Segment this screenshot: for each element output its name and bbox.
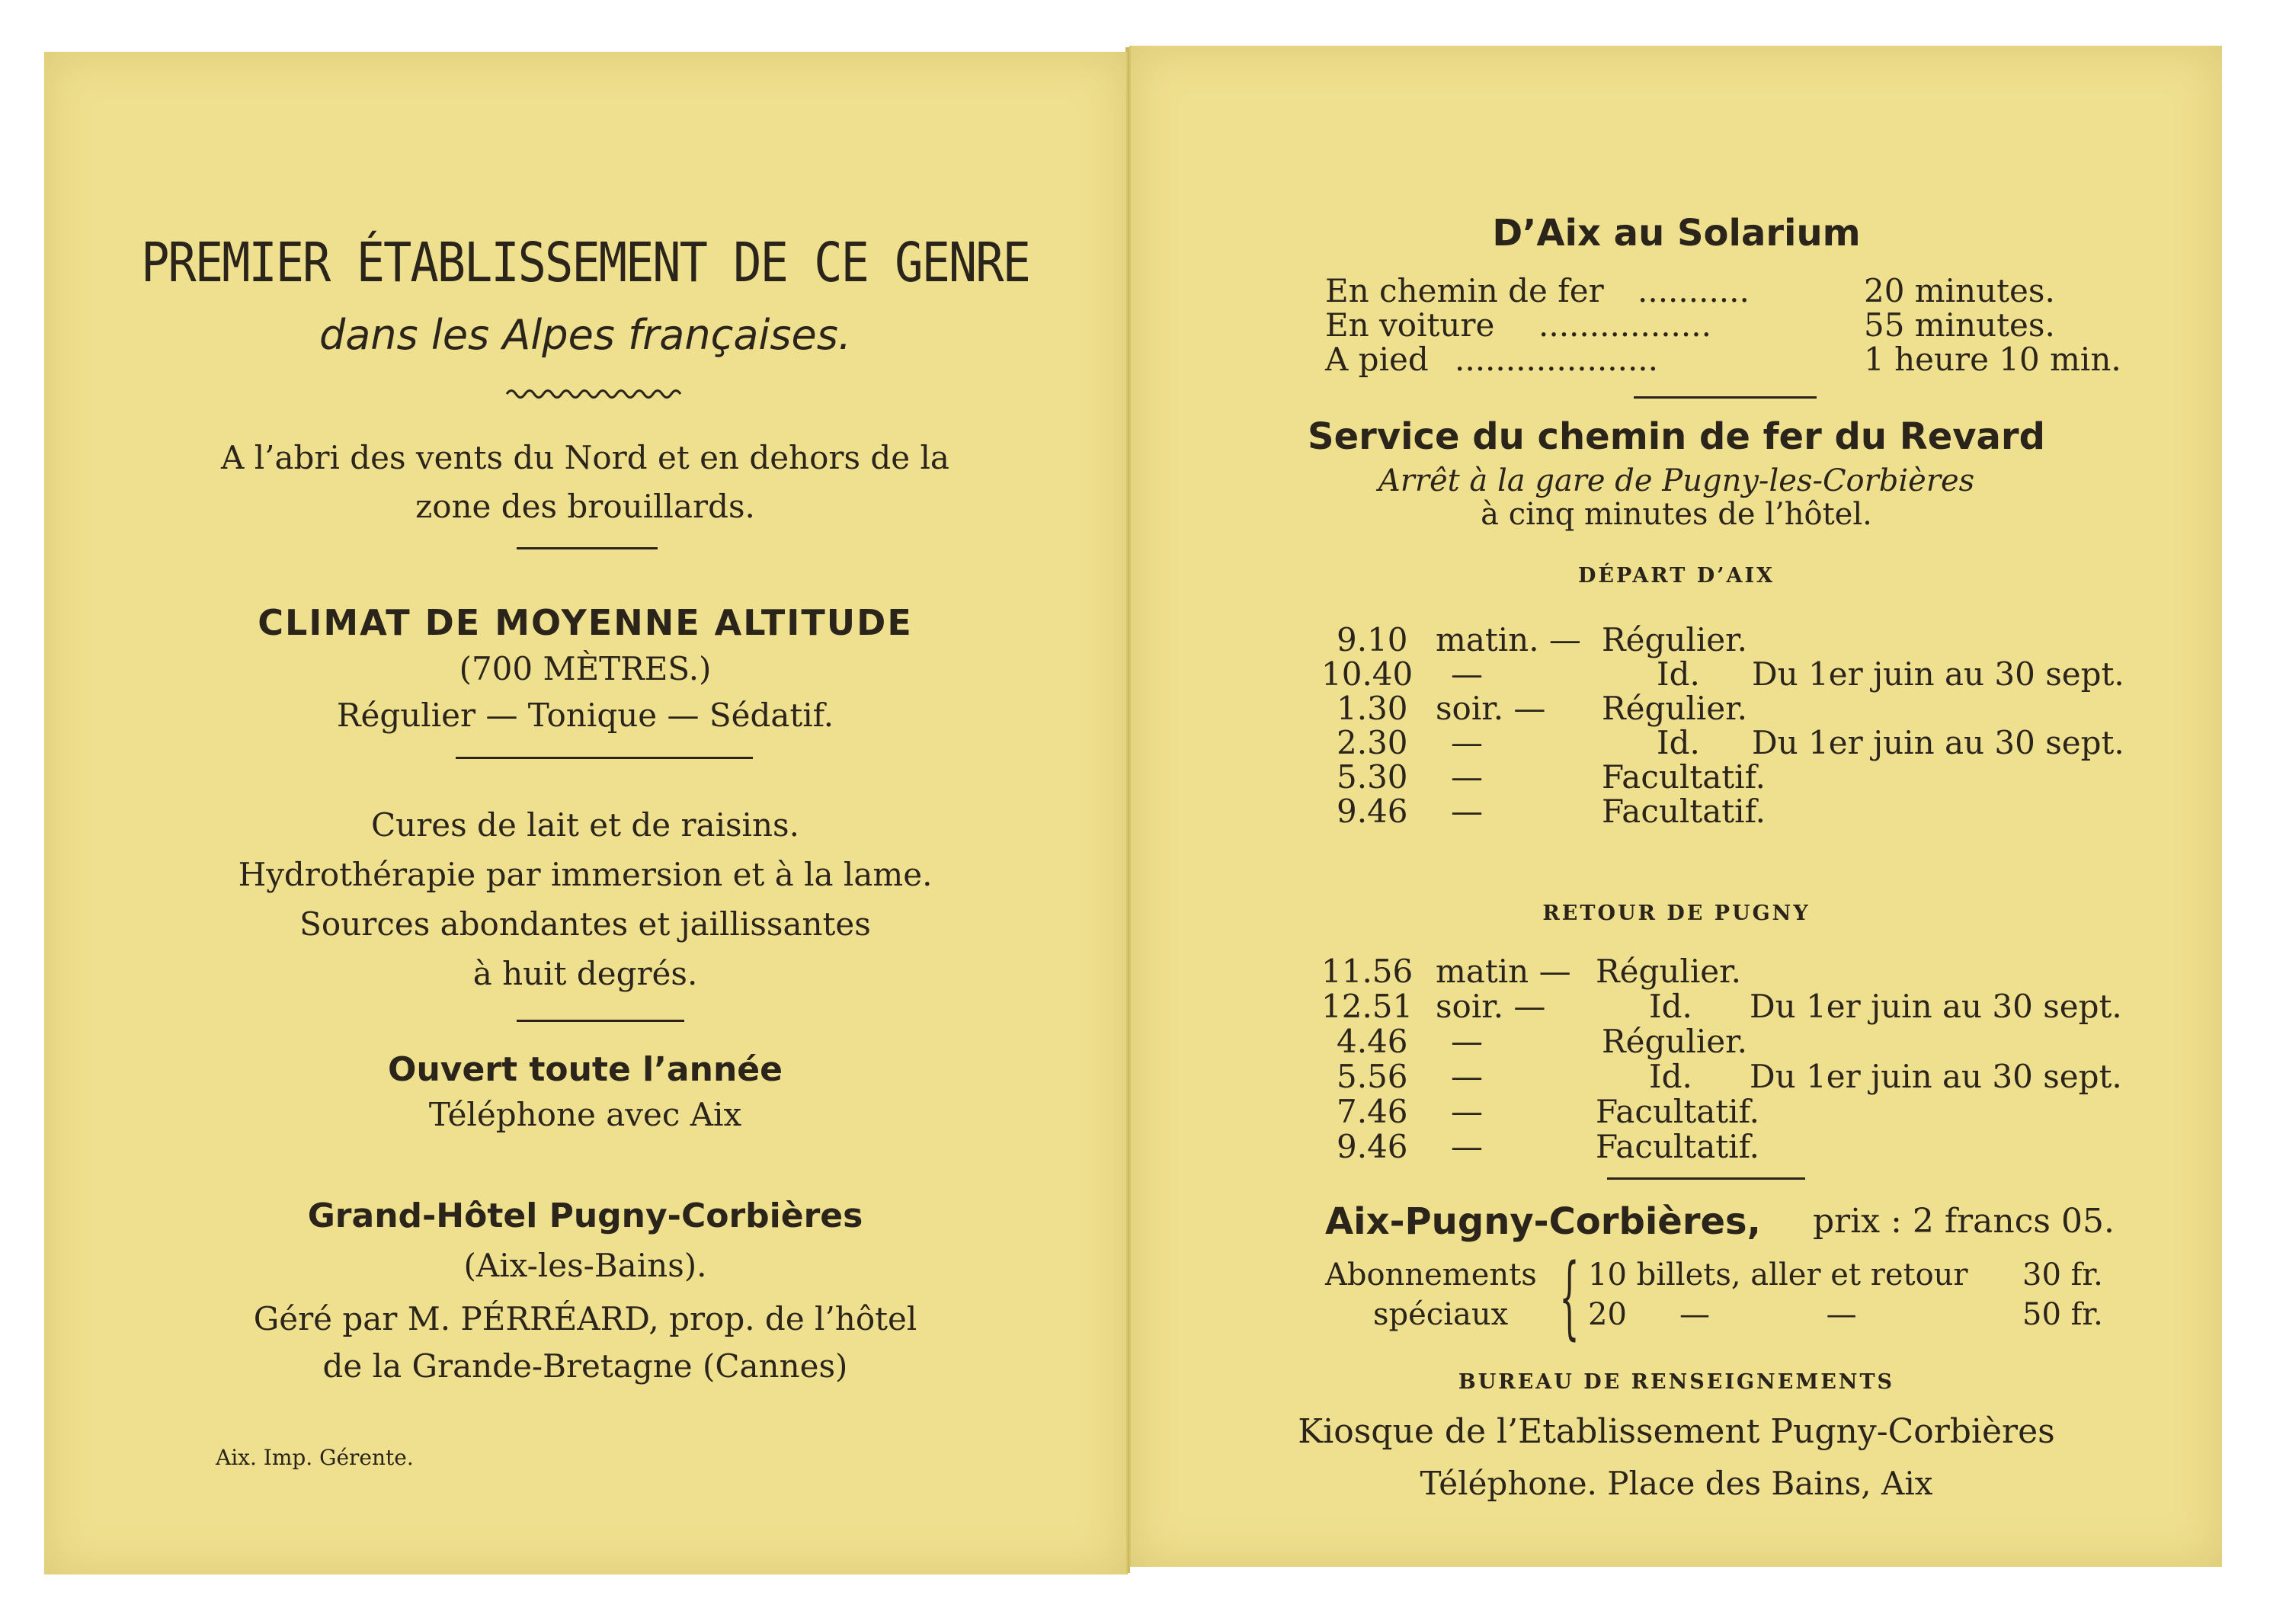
depart-kind: Id. xyxy=(1657,655,1700,693)
solarium-time: 55 minutes. xyxy=(1864,306,2055,344)
cures-line-4: à huit degrés. xyxy=(472,955,698,992)
depart-time: 9.46 xyxy=(1337,793,1408,830)
hotel-name: Grand-Hôtel Pugny-Corbières xyxy=(307,1196,863,1235)
depart-kind: Régulier. xyxy=(1602,690,1747,727)
retour-time: 4.46 xyxy=(1337,1023,1408,1060)
leader-dots: .................... xyxy=(1455,341,1659,378)
retour-period: matin — xyxy=(1436,953,1571,990)
retour-note: Du 1er juin au 30 sept. xyxy=(1750,1058,2122,1095)
right-page xyxy=(1129,46,2222,1567)
depart-kind: Régulier. xyxy=(1602,621,1747,658)
subscription-price-2: 50 fr. xyxy=(2022,1297,2103,1332)
retour-time: 12.51 xyxy=(1321,988,1414,1025)
depart-note: Du 1er juin au 30 sept. xyxy=(1752,655,2124,693)
service-distance: à cinq minutes de l’hôtel. xyxy=(1481,497,1872,532)
depart-time: 5.30 xyxy=(1337,758,1408,796)
hotel-manager-2: de la Grande-Bretagne (Cannes) xyxy=(322,1347,848,1385)
hotel-place: (Aix-les-Bains). xyxy=(463,1247,707,1284)
divider xyxy=(517,1020,684,1022)
depart-period: — xyxy=(1451,724,1483,761)
left-page xyxy=(44,52,1128,1574)
divider xyxy=(1607,1177,1805,1180)
depart-period: — xyxy=(1451,793,1483,830)
cures-line-2: Hydrothérapie par immersion et à la lame. xyxy=(238,856,933,893)
retour-time: 9.46 xyxy=(1337,1128,1408,1165)
fare-price: prix : 2 francs 05. xyxy=(1813,1202,2115,1241)
depart-kind: Facultatif. xyxy=(1602,793,1766,830)
service-stop: Arrêt à la gare de Pugny-les-Corbières xyxy=(1378,463,1975,498)
retour-note: Du 1er juin au 30 sept. xyxy=(1750,988,2122,1025)
depart-period: — xyxy=(1451,758,1483,796)
leader-dots: ................. xyxy=(1538,306,1711,344)
depart-period: — xyxy=(1451,655,1483,693)
bureau-address: Téléphone. Place des Bains, Aix xyxy=(1420,1465,1933,1502)
depart-time: 9.10 xyxy=(1337,621,1408,658)
retour-kind: Facultatif. xyxy=(1596,1128,1759,1165)
bureau-kiosk: Kiosque de l’Etablissement Pugny-Corbières xyxy=(1298,1412,2055,1451)
solarium-time: 1 heure 10 min. xyxy=(1864,341,2121,378)
retour-time: 7.46 xyxy=(1337,1093,1408,1130)
solarium-mode: En voiture xyxy=(1325,306,1495,344)
subscription-price-1: 30 fr. xyxy=(2022,1257,2103,1292)
subscription-line-1: 10 billets, aller et retour xyxy=(1588,1257,1968,1292)
subscription-label-1: Abonnements xyxy=(1325,1257,1537,1292)
premier-title: PREMIER ÉTABLISSEMENT DE CE GENRE xyxy=(141,230,1029,295)
shelter-line-1: A l’abri des vents du Nord et en dehors de la xyxy=(221,439,949,476)
depart-note: Du 1er juin au 30 sept. xyxy=(1752,724,2124,761)
climate-qualities: Régulier — Tonique — Sédatif. xyxy=(336,697,834,734)
printer-credit: Aix. Imp. Gérente. xyxy=(216,1445,414,1470)
subscription-dashes: — — xyxy=(1679,1297,1857,1332)
retour-period: — xyxy=(1451,1023,1483,1060)
alpes-subtitle: dans les Alpes françaises. xyxy=(319,311,852,359)
retour-kind: Id. xyxy=(1649,988,1692,1025)
depart-time: 1.30 xyxy=(1337,690,1408,727)
solarium-heading: D’Aix au Solarium xyxy=(1492,212,1861,255)
open-heading: Ouvert toute l’année xyxy=(388,1050,783,1089)
retour-kind: Id. xyxy=(1649,1058,1692,1095)
shelter-line-2: zone des brouillards. xyxy=(415,488,755,525)
cures-line-3: Sources abondantes et jaillissantes xyxy=(299,905,871,943)
depart-time: 2.30 xyxy=(1337,724,1408,761)
leader-dots: ........... xyxy=(1638,272,1750,309)
retour-kind: Facultatif. xyxy=(1596,1093,1759,1130)
depart-time: 10.40 xyxy=(1321,655,1414,693)
climate-heading: CLIMAT DE MOYENNE ALTITUDE xyxy=(258,602,913,643)
subscription-label-2: spéciaux xyxy=(1373,1297,1509,1332)
retour-kind: Régulier. xyxy=(1602,1023,1747,1060)
depart-kind: Id. xyxy=(1657,724,1700,761)
solarium-time: 20 minutes. xyxy=(1864,272,2055,309)
altitude: (700 MÈTRES.) xyxy=(459,650,712,687)
retour-period: — xyxy=(1451,1058,1483,1095)
retour-period: — xyxy=(1451,1128,1483,1165)
solarium-mode: En chemin de fer xyxy=(1325,272,1604,309)
retour-label: RETOUR DE PUGNY xyxy=(1542,902,1811,925)
brace-icon: { xyxy=(1559,1244,1580,1349)
retour-kind: Régulier. xyxy=(1596,953,1741,990)
depart-label: DÉPART D’AIX xyxy=(1577,564,1775,588)
depart-kind: Facultatif. xyxy=(1602,758,1766,796)
depart-period: matin. — xyxy=(1436,621,1581,658)
retour-period: soir. — xyxy=(1436,988,1546,1025)
divider xyxy=(517,547,658,549)
solarium-mode: A pied xyxy=(1325,341,1429,378)
divider xyxy=(1634,396,1817,399)
service-heading: Service du chemin de fer du Revard xyxy=(1308,415,2045,458)
retour-period: — xyxy=(1451,1093,1483,1130)
retour-time: 5.56 xyxy=(1337,1058,1408,1095)
depart-period: soir. — xyxy=(1436,690,1546,727)
divider xyxy=(456,757,753,759)
open-phone: Téléphone avec Aix xyxy=(428,1096,742,1133)
cures-line-1: Cures de lait et de raisins. xyxy=(371,806,799,844)
bureau-label: BUREAU DE RENSEIGNEMENTS xyxy=(1458,1370,1895,1394)
squiggle-ornament xyxy=(505,385,688,403)
retour-time: 11.56 xyxy=(1321,953,1414,990)
hotel-manager-1: Géré par M. PÉRRÉARD, prop. de l’hôtel xyxy=(253,1300,917,1337)
subscription-count-2: 20 xyxy=(1588,1297,1627,1332)
fare-route: Aix-Pugny-Corbières, xyxy=(1325,1200,1761,1243)
